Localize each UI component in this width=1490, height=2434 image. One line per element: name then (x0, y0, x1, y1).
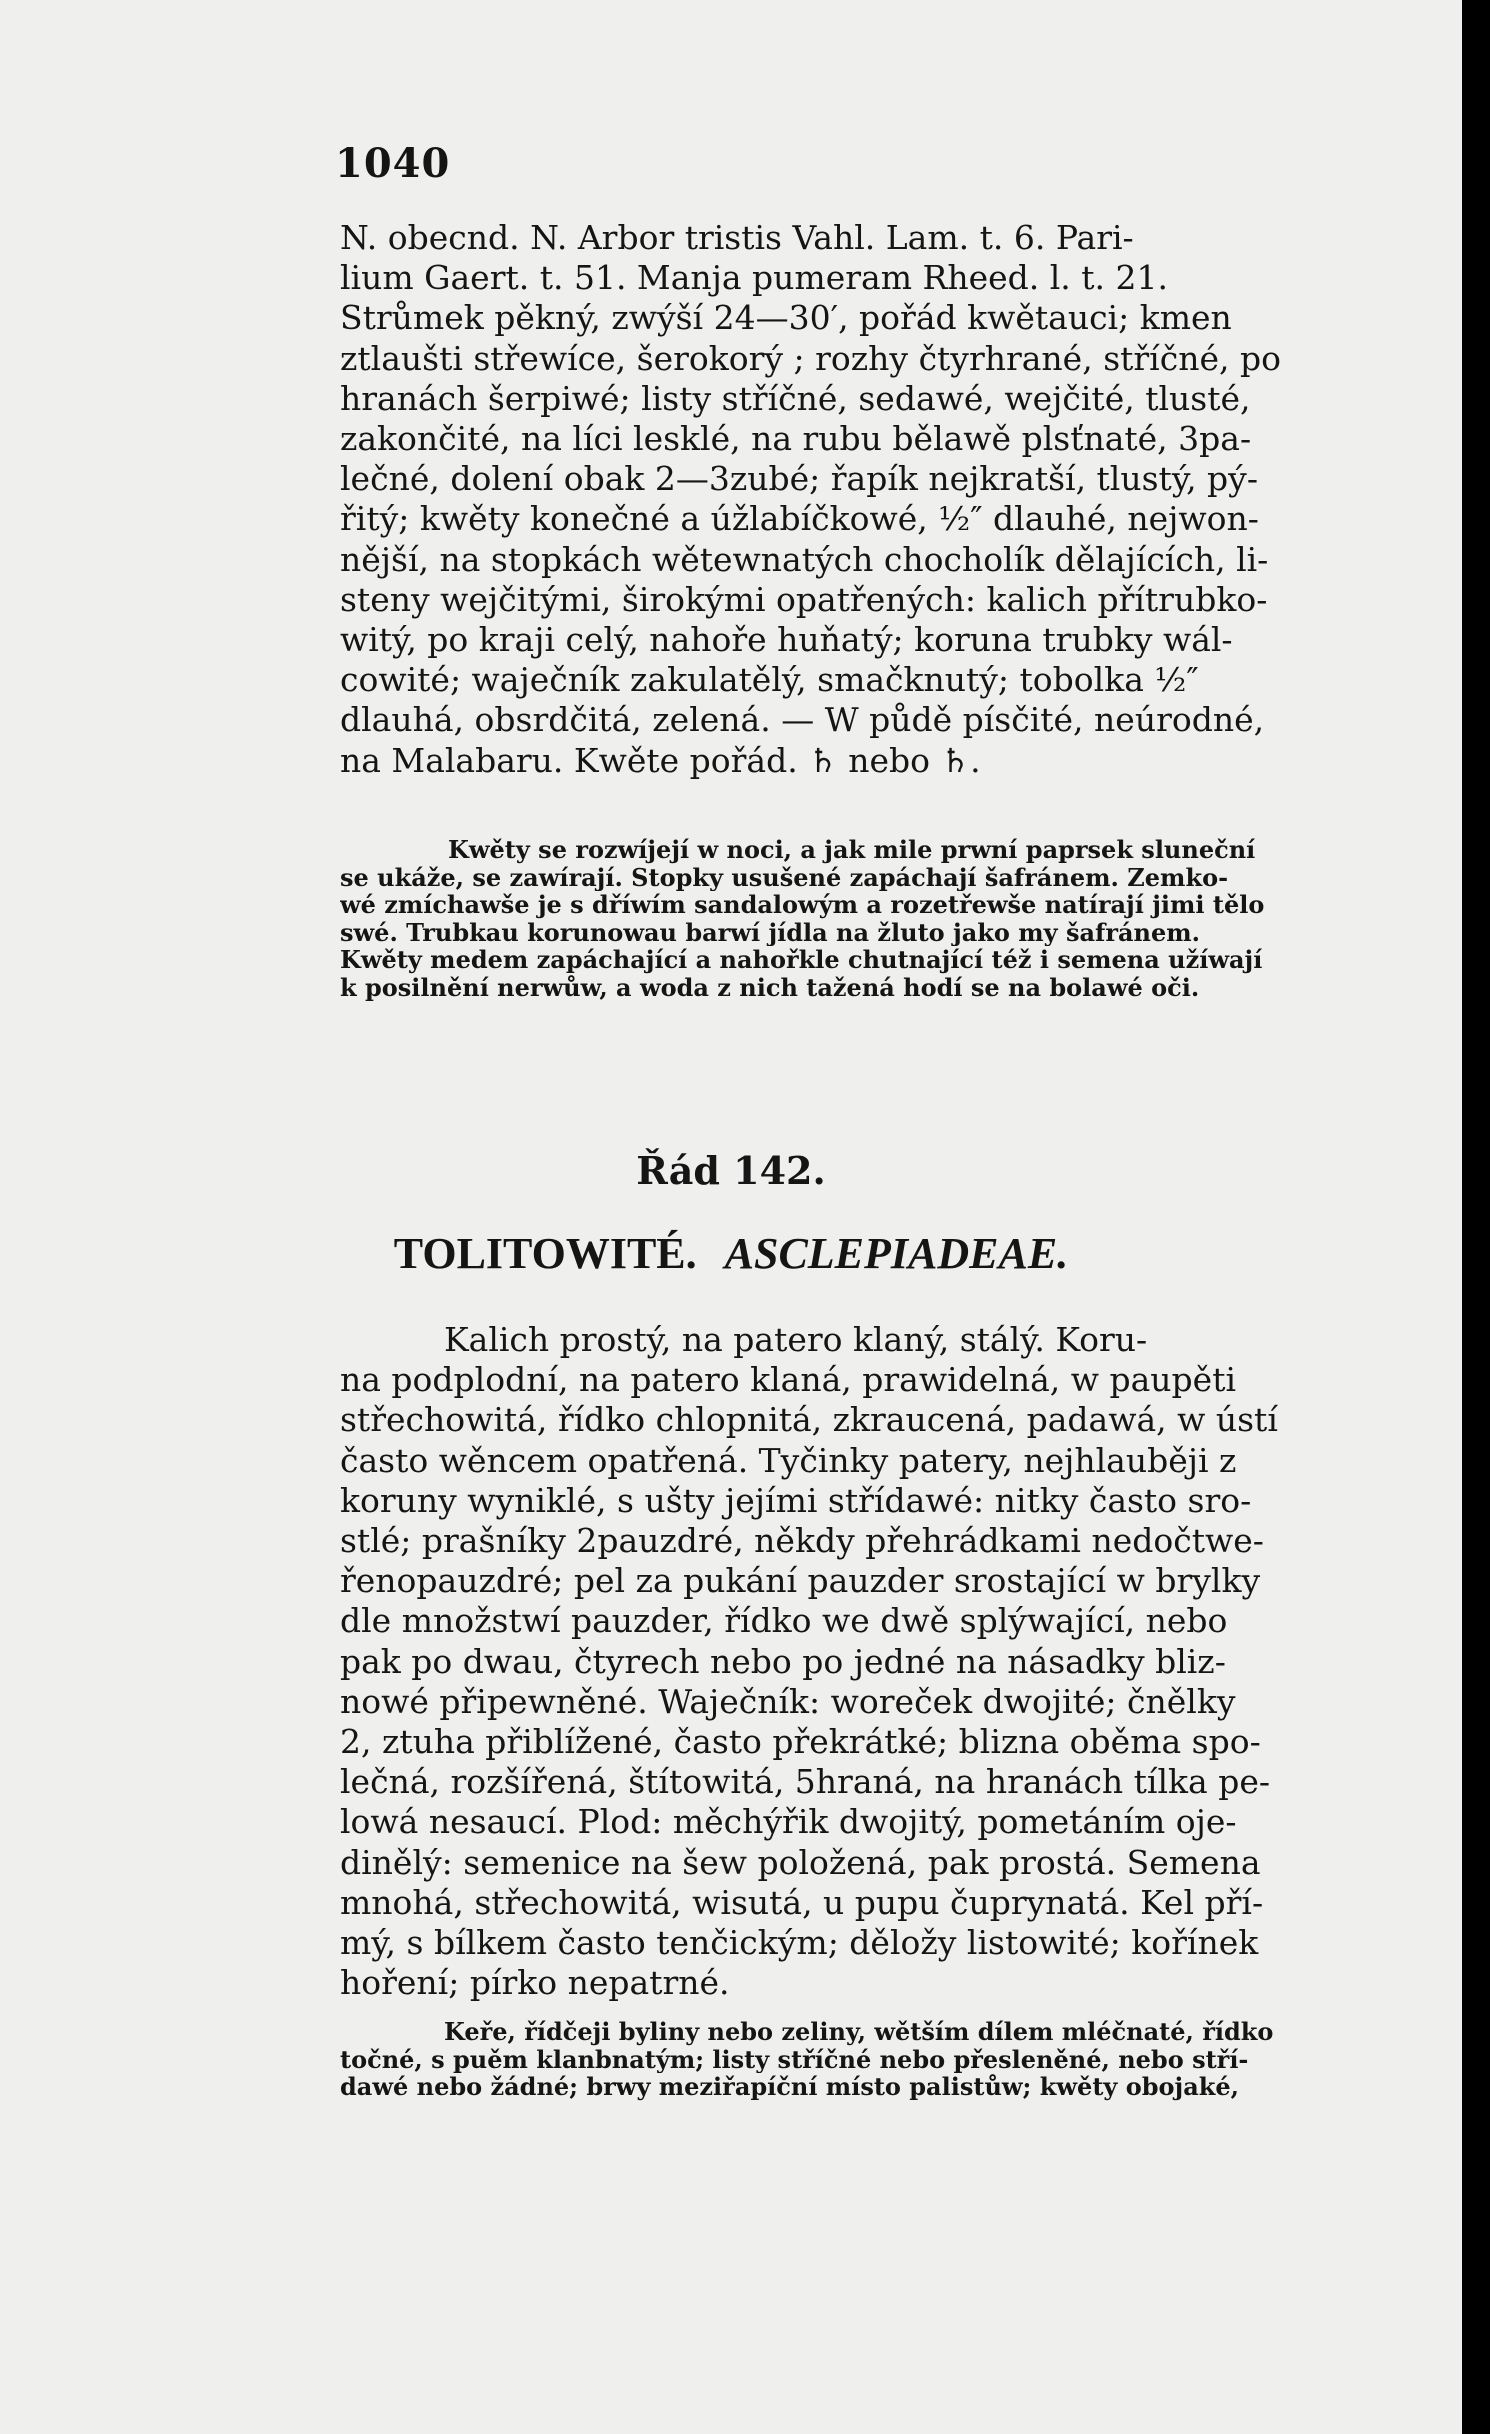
species-paragraph (340, 218, 1428, 781)
text-line: cowité; waječník zakulatělý, smačknutý; tobolka ½″ (340, 660, 1199, 700)
family-note (340, 2018, 1428, 2101)
text-line: steny wejčitými, širokými opatřených: kalich přítrubko- (340, 579, 1268, 619)
text-line: řenopauzdré; pel za pukání pauzder srostající w brylky (340, 1561, 1261, 1601)
text-line: nější, na stopkách wětewnatých chocholík dělajících, li- (340, 539, 1269, 579)
text-line: 2, ztuha přiblížené, často překrátké; blizna oběma spo- (340, 1722, 1261, 1762)
text-line: dinělý: semenice na šew položená, pak prostá. Semena (340, 1842, 1261, 1882)
text-line: hranách šerpiwé; listy stříčné, sedawé, wejčité, tlusté, (340, 378, 1251, 418)
text-line: lečná, rozšířená, štítowitá, 5hraná, na hranách tílka pe- (340, 1762, 1271, 1802)
text-line: dlauhá, obsrdčitá, zelená. — W půdě písčité, neúrodné, (340, 700, 1265, 740)
note-line: dawé nebo žádné; brwy meziřapíční místo palistůw; kwěty obojaké, (340, 2073, 1239, 2101)
text-line: lowá nesaucí. Plod: měchýřik dwojitý, pometáním oje- (340, 1802, 1237, 1842)
note-line: Keře, řídčeji byliny nebo zeliny, wětším dílem mléčnaté, řídko (444, 2018, 1274, 2046)
page-number: 1040 (335, 140, 451, 187)
text-line: N. obecnd. N. Arbor tristis Vahl. Lam. t. 6. Pari- (340, 218, 1134, 257)
family-heading-latin: ASCLEPIADEAE. (724, 1229, 1069, 1278)
note-line: Kwěty medem zapáchající a nahořkle chutnající též i semena užíwají (340, 946, 1263, 974)
text-line: zakončité, na líci lesklé, na rubu bělawě plsťnaté, 3pa- (340, 419, 1252, 459)
text-line: nowé připewněné. Waječník: woreček dwojité; čnělky (340, 1681, 1236, 1721)
note-line: točné, s puěm klanbnatým; listy stříčné nebo přesleněné, nebo stří- (340, 2045, 1249, 2074)
text-line: dle množstwí pauzder, řídko we dwě splýwající, nebo (340, 1601, 1228, 1641)
note-line: Kwěty se rozwíjejí w noci, a jak mile prwní paprsek sluneční (448, 836, 1256, 864)
text-line: Kalich prostý, na patero klaný, stálý. Koru- (444, 1320, 1148, 1359)
text-line: witý, po kraji celý, nahoře huňatý; koruna trubky wál- (340, 620, 1233, 660)
note-line: se ukáže, se zawírají. Stopky usušené zapáchají šafránem. Zemko- (340, 863, 1229, 892)
order-heading: Řád 142. (636, 1148, 826, 1193)
text-line: ztlaušti střewíce, šerokorý ; rozhy čtyrhrané, stříčné, po (340, 338, 1281, 378)
text-line: na podplodní, na patero klaná, prawidelná, w paupěti (340, 1360, 1237, 1400)
family-paragraph (340, 1320, 1428, 2003)
text-line: pak po dwau, čtyrech nebo po jedné na násadky bliz- (340, 1641, 1226, 1681)
scan-border (1462, 0, 1490, 2434)
note-line: wé zmíchawše je s dříwím sandalowým a rozetřewše natírají jimi tělo (340, 891, 1265, 919)
text-line: často wěncem opatřená. Tyčinky patery, nejhlauběji z (340, 1440, 1237, 1480)
note-line: swé. Trubkau korunowau barwí jídla na žluto jako my šafránem. (340, 918, 1201, 947)
text-line: mnohá, střechowitá, wisutá, u pupu čuprynatá. Kel pří- (340, 1882, 1264, 1922)
text-line: lium Gaert. t. 51. Manja pumeram Rheed. l. t. 21. (340, 258, 1168, 298)
family-heading-czech: TOLITOWITÉ. (393, 1229, 697, 1278)
species-note (340, 836, 1428, 1002)
family-heading (0, 1228, 1462, 1279)
text-line: hoření; pírko nepatrné. (340, 1963, 730, 2003)
text-line: řitý; kwěty konečné a úžlabíčkowé, ½″ dlauhé, nejwon- (340, 499, 1259, 539)
text-line: střechowitá, řídko chlopnitá, zkraucená, padawá, w ústí (340, 1400, 1278, 1440)
text-line: lečné, dolení obak 2—3zubé; řapík nejkratší, tlustý, pý- (340, 459, 1258, 499)
text-line: mý, s bílkem často tenčickým; děložy listowité; kořínek (340, 1923, 1259, 1963)
text-line: na Malabaru. Kwěte pořád. ♄ nebo ♄. (340, 740, 981, 780)
text-line: koruny wyniklé, s ušty jejími střídawé: nitky často sro- (340, 1480, 1252, 1520)
note-line: k posilnění nerwůw, a woda z nich tažená hodí se na bolawé oči. (340, 973, 1200, 1002)
text-line: Strůmek pěkný, zwýší 24—30′, pořád kwětauci; kmen (340, 298, 1232, 338)
text-line: stlé; prašníky 2pauzdré, někdy přehrádkami nedočtwe- (340, 1521, 1264, 1561)
